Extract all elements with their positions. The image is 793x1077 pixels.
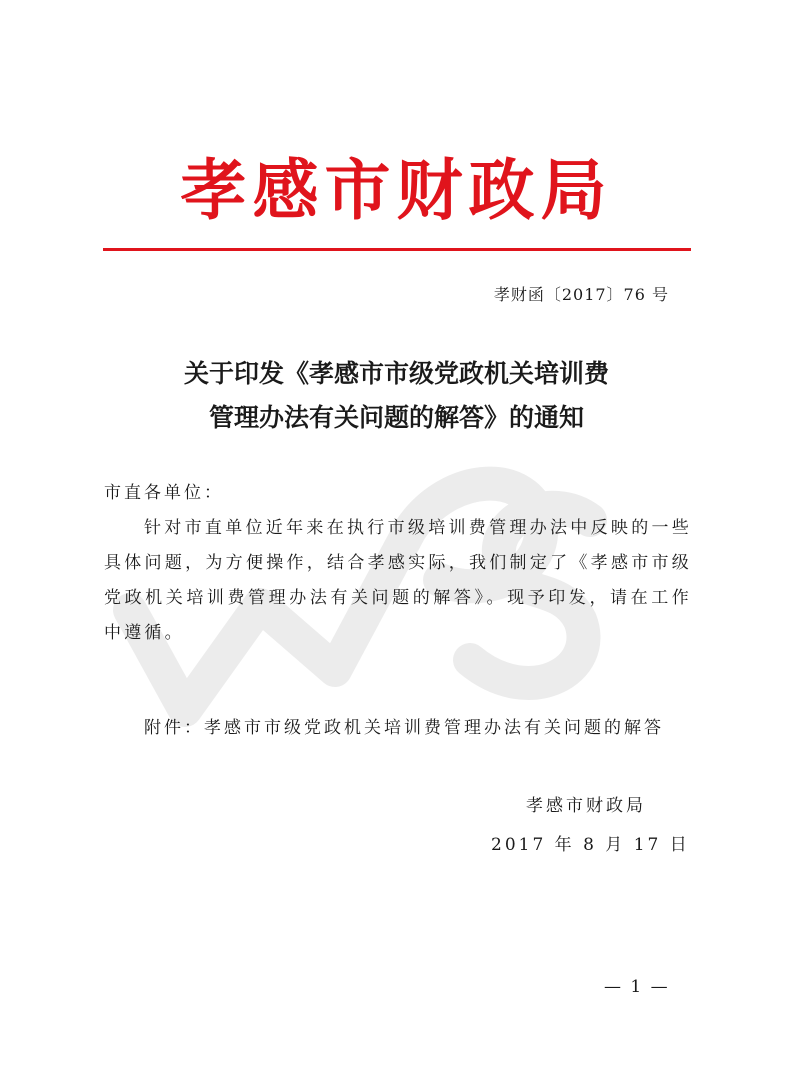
title-line-1: 关于印发《孝感市市级党政机关培训费 [183,359,609,388]
page-number: — 1 — [604,977,670,997]
attachment-line: 附件：孝感市市级党政机关培训费管理办法有关问题的解答 [144,718,664,738]
signature-organization: 孝感市财政局 [526,796,646,816]
salutation: 市直各单位： [104,483,224,503]
document-number: 孝财函〔2017〕76 号 [493,285,669,304]
issuer-masthead: 孝感市财政局 [180,151,613,229]
masthead-red-rule [103,248,691,251]
signature-date: 2017 年 8 月 17 日 [491,835,690,855]
title-line-2: 管理办法有关问题的解答》的通知 [208,403,584,432]
body-paragraph: 针对市直单位近年来在执行市级培训费管理办法中反映的一些具体问题，为方便操作，结合孝感实际，我们制定了《孝感市市级党政机关培训费管理办法有关问题的解答》。现予印发，请在工作中遵循。 [104,518,692,643]
document-title [0,352,793,440]
